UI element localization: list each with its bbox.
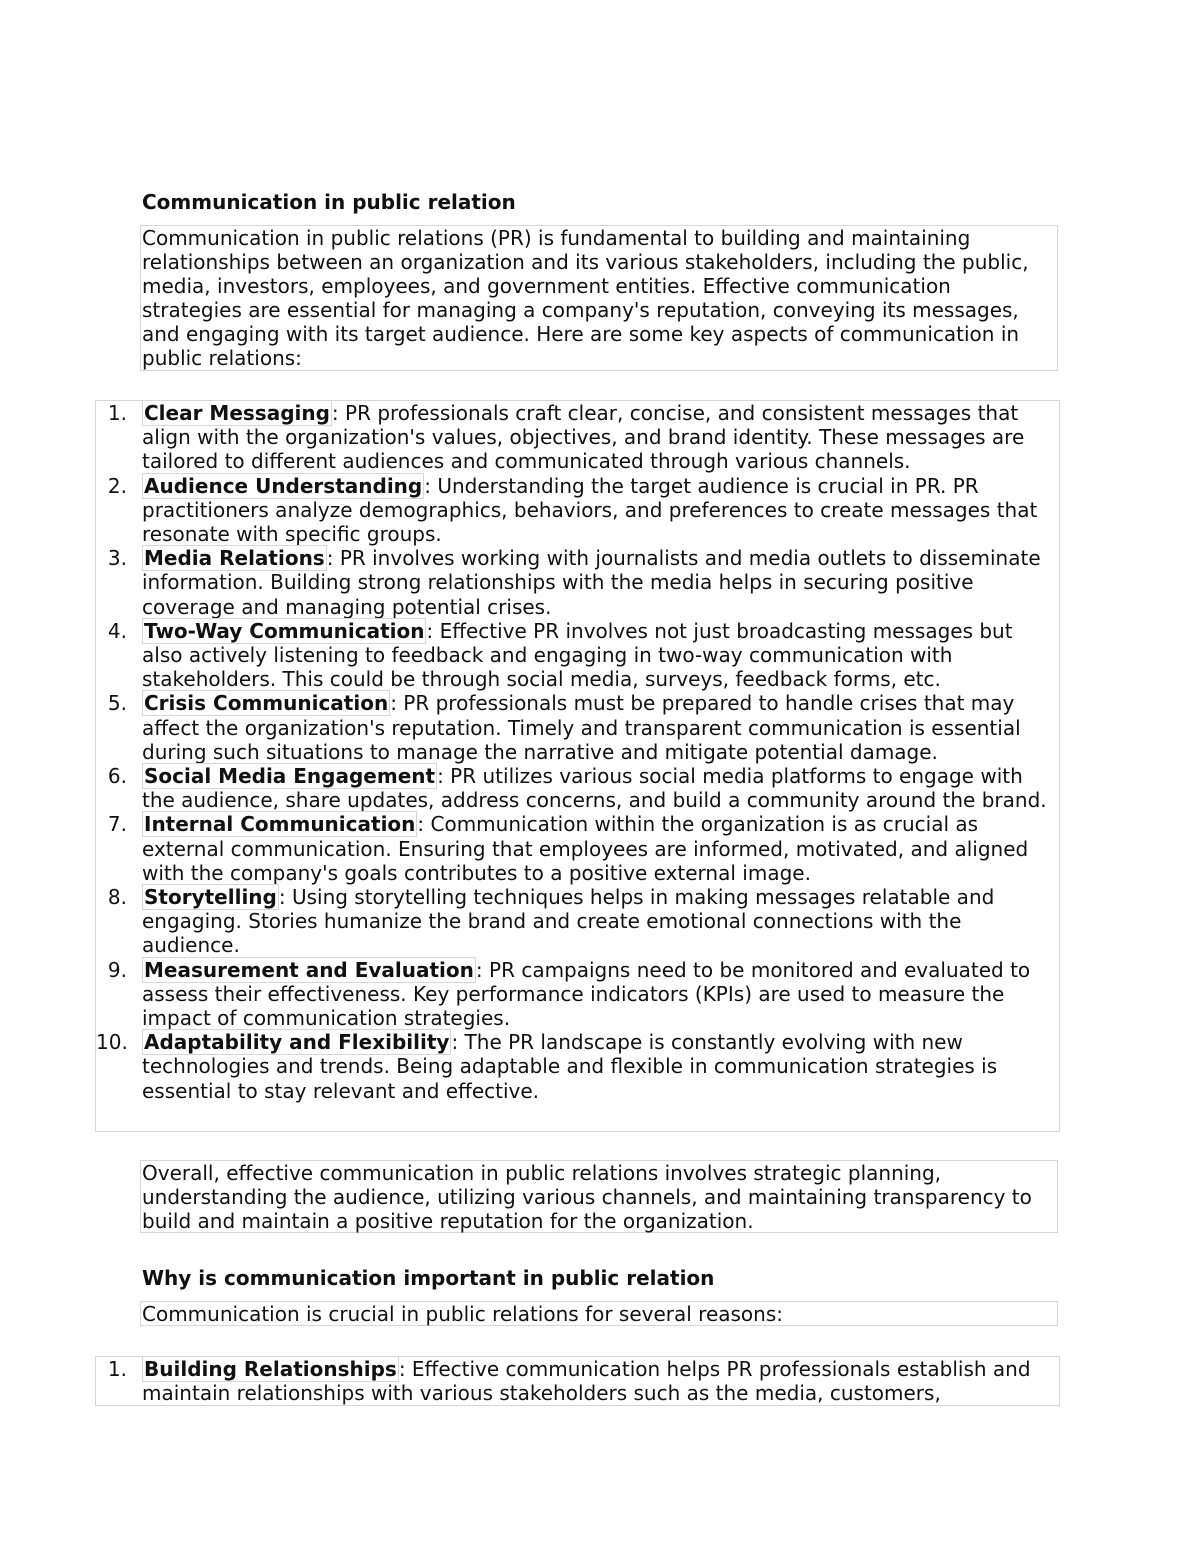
conclusion-paragraph: Overall, effective communication in public relations involves strategic planning, understanding the audience, utilizing various channels, and maintaining transparency to build and maintain a positive reputation for the organization.	[140, 1160, 1058, 1233]
intro-paragraph: Communication in public relations (PR) is fundamental to building and maintaining relationships between an organization and its various stakeholders, including the public, media, investors, employees, and government entities. Effective communication strategies are essential for managing a company's reputation, conveying its messages, and engaging with its target audience. Here are some key aspects of communication in public relations:	[140, 225, 1058, 371]
list-text: : Effective PR involves not just broadcasting messages but also actively listening to feedback and engaging in two-way communication with stakeholders. This could be through social media, surveys, feedback forms, etc.	[142, 618, 1013, 692]
section-heading-communication: Communication in public relation	[142, 190, 516, 214]
list-item	[96, 1357, 1059, 1405]
list-number: 10.	[96, 1030, 128, 1055]
list-term: Social Media Engagement	[144, 764, 436, 789]
list-term: Clear Messaging	[144, 401, 330, 425]
list-term: Audience Understanding	[144, 473, 423, 498]
list-number: 1.	[107, 1357, 127, 1381]
list-term: Crisis Communication	[144, 691, 389, 716]
list-item	[96, 691, 1059, 764]
list-item	[96, 474, 1059, 547]
list-term: Media Relations	[144, 546, 325, 571]
list-number: 1.	[107, 401, 127, 425]
list-number: 3.	[107, 546, 127, 571]
reasons-intro-paragraph: Communication is crucial in public relations for several reasons:	[140, 1301, 1058, 1326]
list-number: 6.	[107, 764, 127, 789]
list-term: Building Relationships	[144, 1357, 397, 1381]
list-item	[96, 885, 1059, 958]
list-number: 9.	[107, 957, 127, 982]
list-text: : PR involves working with journalists and media outlets to disseminate information. Building strong relationships with the media helps in securing positive coverage and managing potential crises.	[142, 546, 1041, 619]
list-text: : PR professionals craft clear, concise, and consistent messages that align with the organization's values, objectives, and brand identity. These messages are tailored to different audiences and communicated through various channels.	[142, 401, 1025, 474]
list-term: Measurement and Evaluation	[144, 957, 474, 982]
list-item	[96, 546, 1059, 619]
list-text: : Communication within the organization is as crucial as external communication. Ensuring that employees are informed, motivated, and aligned with the company's goals contributes to a positive external image.	[142, 812, 1029, 885]
list-term: Internal Communication	[144, 812, 416, 837]
section-heading-why-important: Why is communication important in public relation	[142, 1266, 715, 1290]
list-item	[96, 1030, 1059, 1103]
key-aspects-list	[95, 400, 1060, 1132]
list-item	[96, 619, 1059, 692]
list-number: 8.	[107, 885, 127, 910]
list-number: 4.	[107, 618, 127, 643]
list-term: Storytelling	[144, 885, 277, 910]
list-term: Adaptability and Flexibility	[144, 1030, 450, 1055]
list-text: : Effective communication helps PR professionals establish and maintain relationships with various stakeholders such as the media, customers,	[142, 1357, 1031, 1406]
list-text: : The PR landscape is constantly evolving with new technologies and trends. Being adaptable and flexible in communication strategies is essential to stay relevant and effective.	[142, 1030, 998, 1103]
list-number: 2.	[107, 473, 127, 498]
reasons-list	[95, 1356, 1060, 1406]
list-text: : PR campaigns need to be monitored and evaluated to assess their effectiveness. Key performance indicators (KPIs) are used to measure the impact of communication strategies.	[142, 957, 1031, 1031]
list-item	[96, 764, 1059, 812]
list-text: : PR professionals must be prepared to handle crises that may affect the organization's reputation. Timely and transparent communication is essential during such situations to manage the narrative and mitigate potential damage.	[142, 691, 1021, 764]
list-text: : PR utilizes various social media platforms to engage with the audience, share updates, address concerns, and build a community around the brand.	[142, 764, 1047, 813]
list-text: : Understanding the target audience is crucial in PR. PR practitioners analyze demographics, behaviors, and preferences to create messages that resonate with specific groups.	[142, 473, 1038, 547]
list-text: : Using storytelling techniques helps in making messages relatable and engaging. Stories humanize the brand and create emotional connections with the audience.	[142, 885, 995, 958]
list-item	[96, 958, 1059, 1031]
list-item	[96, 401, 1059, 474]
list-number: 5.	[107, 691, 127, 716]
list-item	[96, 812, 1059, 885]
list-term: Two-Way Communication	[144, 618, 425, 643]
list-number: 7.	[107, 812, 127, 837]
